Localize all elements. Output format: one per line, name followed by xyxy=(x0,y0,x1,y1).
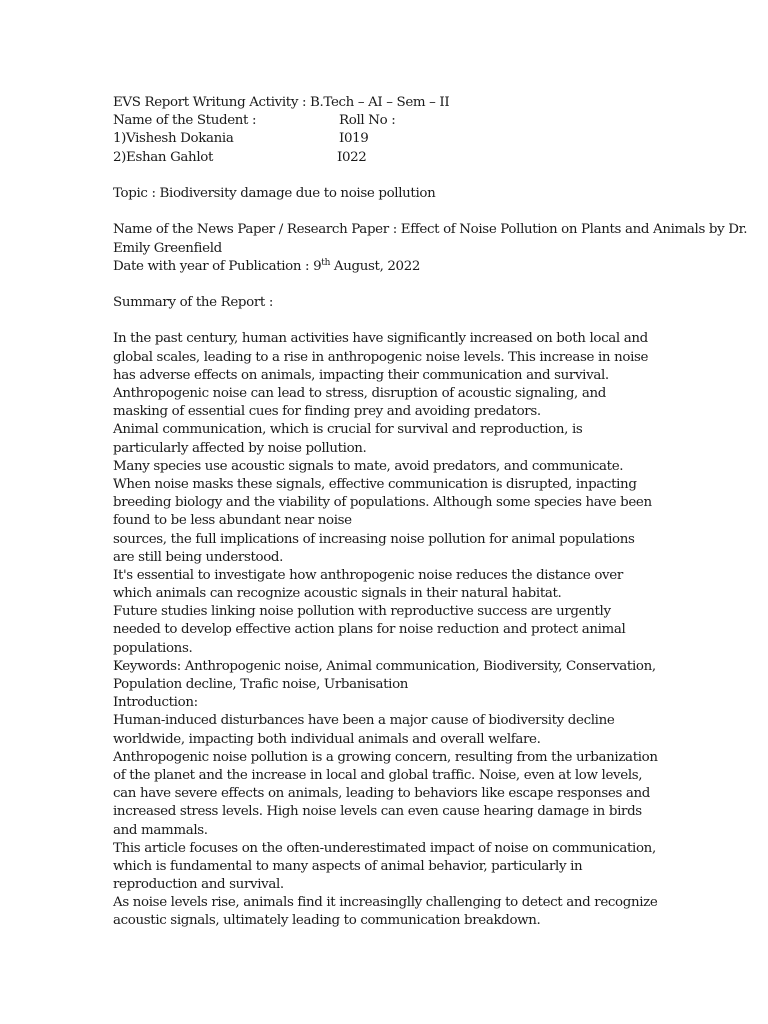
publication-date-superscript: th xyxy=(321,257,331,268)
body-text-line: of the planet and the increase in local and global traffic. Noise, even at low levels, xyxy=(113,767,643,783)
summary-heading: Summary of the Report : xyxy=(113,295,274,311)
blank-line xyxy=(113,167,761,185)
blank-line xyxy=(113,312,761,330)
body-text-line: As noise levels rise, animals find it increasinglly challenging to detect and recognize xyxy=(113,895,658,911)
body-text-line: populations. xyxy=(113,640,193,656)
paper-author-line: Emily Greenfield xyxy=(113,240,222,256)
body-text-line: Human-induced disturbances have been a major cause of biodiversity decline xyxy=(113,713,615,729)
summary-body xyxy=(113,330,761,930)
body-text-line: and mammals. xyxy=(113,822,208,838)
body-text-line: which animals can recognize acoustic signals in their natural habitat. xyxy=(113,586,562,602)
body-text-line: In the past century, human activities have significantly increased on both local and xyxy=(113,331,648,347)
body-text-line: Anthropogenic noise pollution is a growing concern, resulting from the urbanization xyxy=(113,749,658,765)
body-text-line: breeding biology and the viability of populations. Although some species have been xyxy=(113,495,652,511)
body-text-line: can have severe effects on animals, leading to behaviors like escape responses and xyxy=(113,786,651,802)
body-text-line: This article focuses on the often-underestimated impact of noise on communication, xyxy=(113,840,656,856)
blank-line xyxy=(113,203,761,221)
body-text-line: It's essential to investigate how anthropogenic noise reduces the distance over xyxy=(113,567,623,583)
student-header-row xyxy=(113,112,761,130)
publication-date-prefix: Date with year of Publication : 9 xyxy=(113,258,322,274)
body-text-line: worldwide, impacting both individual animals and overall welfare. xyxy=(113,731,541,747)
body-text-line: Many species use acoustic signals to mate, avoid predators, and communicate. xyxy=(113,458,624,474)
body-text-line: Animal communication, which is crucial for survival and reproduction, is xyxy=(113,422,583,438)
body-text-line: reproduction and survival. xyxy=(113,877,284,893)
body-text-line: sources, the full implications of increasing noise pollution for animal populations xyxy=(113,531,635,547)
topic-line: Topic : Biodiversity damage due to noise pollution xyxy=(113,185,436,201)
body-text-line: Keywords: Anthropogenic noise, Animal communication, Biodiversity, Conservation, xyxy=(113,658,656,674)
body-text-line: are still being understood. xyxy=(113,549,284,565)
roll-no-label: Roll No : xyxy=(339,113,396,129)
body-text-line: When noise masks these signals, effective communication is disrupted, inpacting xyxy=(113,476,637,492)
student-row xyxy=(113,130,761,148)
student-roll: I022 xyxy=(337,149,367,165)
document-page xyxy=(113,94,761,931)
student-roll: I019 xyxy=(339,131,369,147)
body-text-line: Anthropogenic noise can lead to stress, disruption of acoustic signaling, and xyxy=(113,386,606,401)
body-text-line: has adverse effects on animals, impacting their communication and survival. xyxy=(113,367,609,383)
student-row xyxy=(113,149,761,167)
student-name: 2)Eshan Gahlot xyxy=(113,149,214,165)
body-text-line: Population decline, Trafic noise, Urbanisation xyxy=(113,677,409,692)
publication-date-suffix: August, 2022 xyxy=(330,258,421,274)
activity-title: EVS Report Writung Activity : B.Tech – AI – Sem – II xyxy=(113,95,450,110)
body-text-line: particularly affected by noise pollution. xyxy=(113,440,367,456)
publication-date-line xyxy=(113,258,761,276)
blank-line xyxy=(113,276,761,294)
body-text-line: acoustic signals, ultimately leading to communication breakdown. xyxy=(113,913,541,929)
body-text-line: Future studies linking noise pollution with reproductive success are urgently xyxy=(113,604,611,620)
body-text-line: found to be less abundant near noise xyxy=(113,513,352,529)
body-text-line: global scales, leading to a rise in anthropogenic noise levels. This increase in noise xyxy=(113,349,649,365)
body-text-line: increased stress levels. High noise levels can even cause hearing damage in birds xyxy=(113,804,642,820)
body-text-line: needed to develop effective action plans for noise reduction and protect animal xyxy=(113,622,626,638)
body-text-line: masking of essential cues for finding prey and avoiding predators. xyxy=(113,404,541,420)
paper-name-line: Name of the News Paper / Research Paper : Effect of Noise Pollution on Plants and Animals by Dr. xyxy=(113,222,748,238)
student-name-label: Name of the Student : xyxy=(113,113,257,129)
body-text-line: which is fundamental to many aspects of animal behavior, particularly in xyxy=(113,858,583,874)
student-name: 1)Vishesh Dokania xyxy=(113,131,234,147)
body-text-line: Introduction: xyxy=(113,695,198,711)
